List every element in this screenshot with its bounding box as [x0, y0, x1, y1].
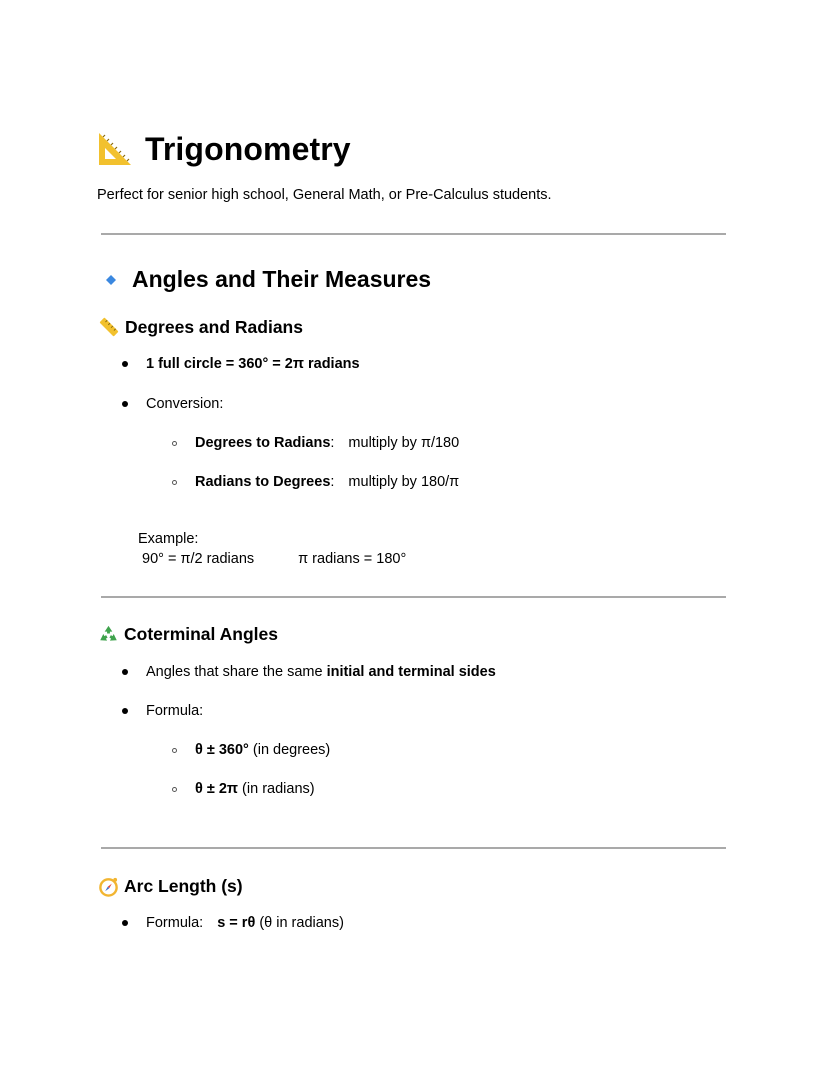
degrees-radians-heading-text: Degrees and Radians [125, 316, 303, 337]
sub-list-item [172, 472, 459, 492]
term: Radians to Degrees [195, 474, 331, 490]
example-label: Example: [138, 531, 199, 547]
list-item-text: Angles that share the same [146, 664, 327, 680]
formula-note: (θ in radians) [255, 915, 344, 931]
list-item [122, 662, 496, 682]
blue-diamond-icon [104, 273, 118, 287]
example-right: π radians = 180° [298, 551, 407, 567]
bullet [122, 669, 128, 675]
divider [101, 847, 726, 849]
bullet [122, 708, 128, 714]
divider [101, 596, 726, 598]
page-subtitle: Perfect for senior high school, General Math, or Pre-Calculus students. [97, 187, 552, 203]
sub-list-item [172, 779, 315, 799]
bullet [172, 480, 177, 485]
list-item-text: Formula: [146, 915, 204, 931]
coterminal-heading-text: Coterminal Angles [124, 623, 278, 644]
formula-note: (in radians) [238, 781, 315, 797]
term: Degrees to Radians [195, 435, 331, 451]
section-heading [104, 266, 431, 293]
bullet [122, 401, 128, 407]
degrees-radians-heading [98, 315, 303, 339]
bullet [172, 441, 177, 446]
example-block [138, 529, 406, 569]
list-item [122, 394, 223, 414]
straight-ruler-icon [98, 316, 120, 338]
list-item [122, 913, 344, 933]
section-heading-text: Angles and Their Measures [132, 266, 432, 292]
separator: : [330, 474, 335, 490]
list-item [122, 354, 360, 374]
list-item-text: Formula: [146, 703, 204, 719]
sub-list-item [172, 433, 459, 453]
formula: θ ± 360° [195, 742, 249, 758]
formula: θ ± 2π [195, 781, 239, 797]
list-item-text: Conversion: [146, 396, 224, 412]
triangular-ruler-icon [97, 131, 133, 167]
definition: multiply by 180/π [348, 474, 460, 490]
compass-icon [98, 876, 119, 897]
list-item-bold: initial and terminal sides [326, 664, 496, 680]
bullet [172, 748, 177, 753]
example-left: 90° = π/2 radians [142, 551, 255, 567]
arc-length-heading-text: Arc Length (s) [124, 875, 243, 896]
formula-note: (in degrees) [248, 742, 331, 758]
arc-length-heading [98, 874, 243, 898]
sub-list-item [172, 740, 330, 760]
bullet [122, 920, 128, 926]
document-title-row [97, 128, 351, 170]
list-item [122, 701, 203, 721]
divider [101, 233, 726, 235]
bullet [172, 787, 177, 792]
formula: s = rθ [217, 915, 256, 931]
coterminal-heading [98, 622, 278, 646]
bullet [122, 361, 128, 367]
list-item-text: 1 full circle = 360° = 2π radians [146, 356, 360, 372]
separator: : [330, 435, 335, 451]
definition: multiply by π/180 [348, 435, 460, 451]
page-title: Trigonometry [145, 130, 351, 167]
recycle-icon [98, 624, 119, 645]
